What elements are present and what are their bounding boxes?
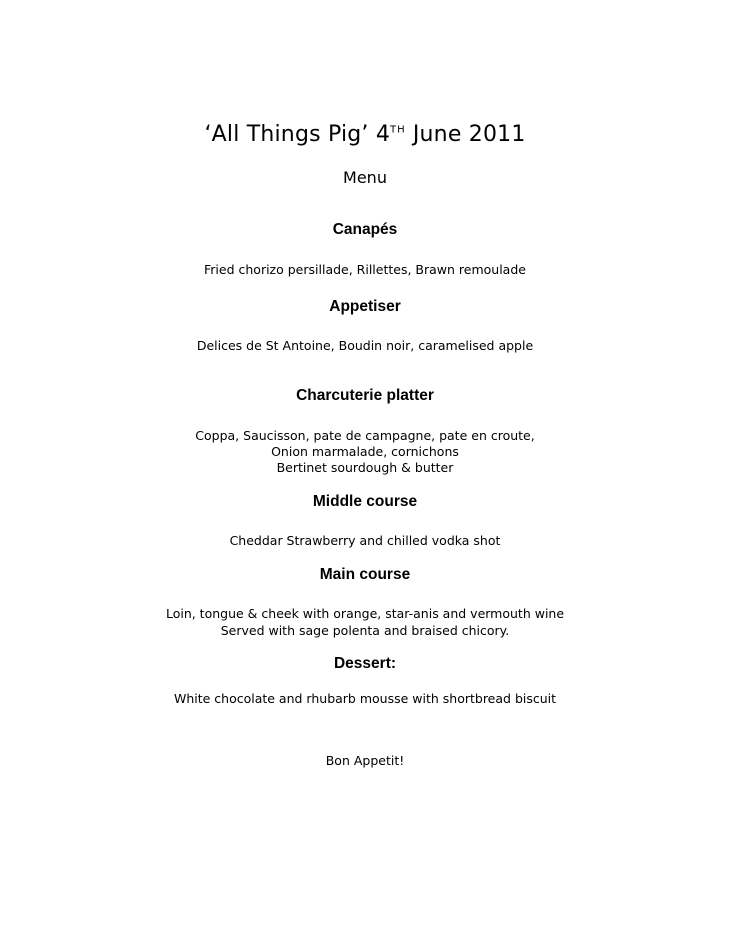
- menu-subtitle: Menu: [343, 168, 387, 187]
- menu-title-ordinal: TH: [390, 124, 406, 136]
- section-heading-main-course: Main course: [319, 566, 411, 583]
- section-heading-canapes: Canapés: [332, 221, 398, 238]
- section-charcuterie-line-2: Onion marmalade, cornichons: [271, 444, 459, 459]
- menu-title-main: ‘All Things Pig’ 4: [204, 122, 391, 147]
- section-heading-charcuterie: Charcuterie platter: [296, 387, 434, 404]
- section-charcuterie-line-3: Bertinet sourdough & butter: [276, 460, 454, 475]
- section-dessert-line-1: White chocolate and rhubarb mousse with shortbread biscuit: [173, 691, 557, 706]
- section-appetiser-line-1: Delices de St Antoine, Boudin noir, caramelised apple: [196, 338, 534, 353]
- menu-title-tail: June 2011: [405, 122, 526, 147]
- section-canapes-line-1: Fried chorizo persillade, Rillettes, Brawn remoulade: [204, 262, 526, 277]
- section-middle-course-line-1: Cheddar Strawberry and chilled vodka shot: [229, 533, 501, 548]
- section-heading-middle-course: Middle course: [312, 493, 418, 510]
- section-main-course-line-1: Loin, tongue & cheek with orange, star-anis and vermouth wine: [165, 606, 565, 621]
- section-main-course-line-2: Served with sage polenta and braised chicory.: [220, 623, 510, 638]
- section-heading-dessert: Dessert:: [333, 655, 397, 672]
- closing-text: Bon Appetit!: [325, 753, 405, 768]
- section-heading-appetiser: Appetiser: [329, 298, 401, 315]
- section-charcuterie-line-1: Coppa, Saucisson, pate de campagne, pate en croute,: [195, 428, 535, 443]
- menu-title: [0, 122, 730, 147]
